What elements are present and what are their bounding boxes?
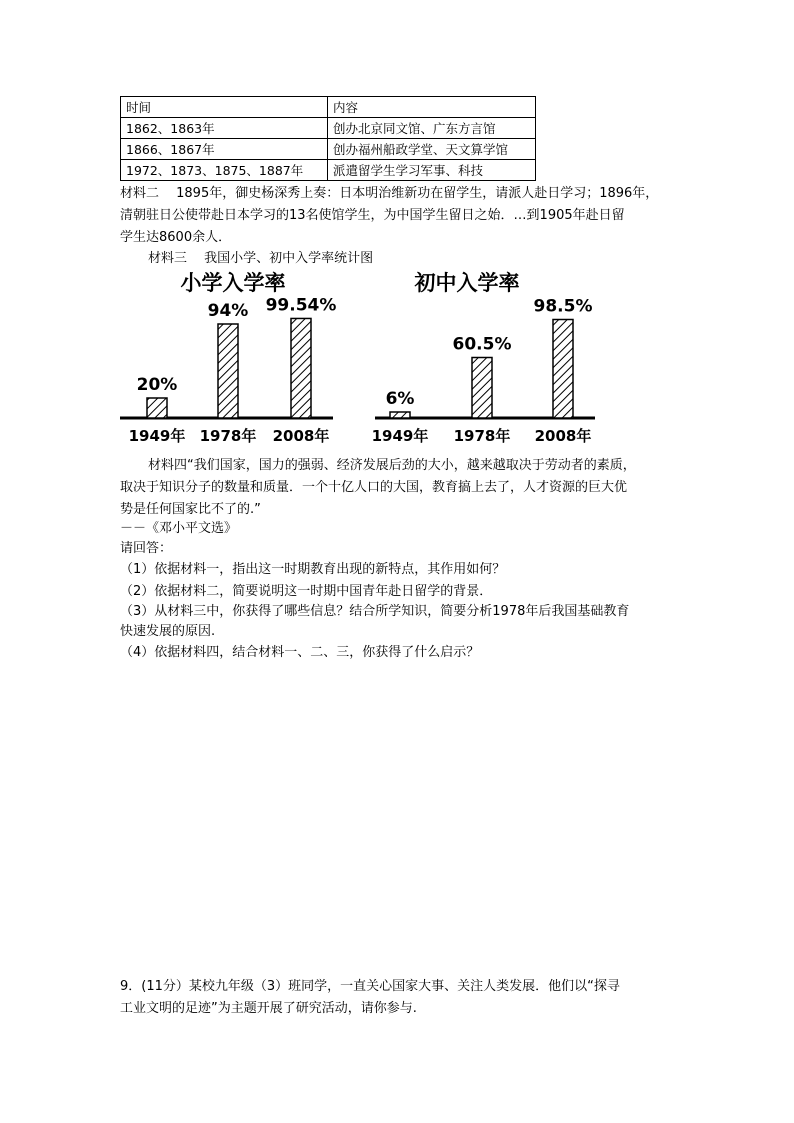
material2-line1: 材料二 1895年，御史杨深秀上奏：日本明治维新功在留学生，请派人赴日学习；1896年， [120, 186, 659, 201]
table-cell: 创办福州船政学堂、天文算学馆 [328, 139, 536, 160]
table-header-row [121, 97, 536, 118]
table-cell: 派遣留学生学习军事、科技 [328, 160, 536, 181]
chart-tick-label: 1978年 [453, 427, 511, 445]
chart-data-label: 60.5% [452, 334, 512, 355]
table-header-cell: 内容 [328, 97, 536, 118]
question9-line2: 工业文明的足迹”为主题开展了研究活动，请你参与. [120, 1001, 417, 1016]
chart-data-label: 98.5% [533, 296, 593, 317]
questions-prompt: 请回答： [120, 541, 173, 556]
table-cell: 1972、1873、1875、1887年 [121, 160, 328, 181]
chart-bar [553, 320, 573, 419]
table-header-cell: 时间 [121, 97, 328, 118]
table-row [121, 160, 536, 181]
question-2: （2）依据材料二，简要说明这一时期中国青年赴日留学的背景． [120, 584, 493, 599]
primary-enrollment-chart [120, 271, 336, 445]
question9-line1: 9．(11分）某校九年级（3）班同学，一直关心国家大事、关注人类发展．他们以“探寻 [120, 979, 620, 994]
chart-bar [147, 398, 167, 418]
question-1: （1）依据材料一，指出这一时期教育出现的新特点，其作用如何？ [120, 562, 506, 577]
material4-line3: 势是任何国家比不了的.” [120, 502, 261, 517]
chart-data-label: 6% [385, 389, 415, 409]
chart-data-label: 99.54% [265, 295, 337, 316]
chart-bar [291, 318, 311, 418]
chart-tick-label: 1949年 [371, 427, 429, 445]
material3-caption: 材料三 我国小学、初中入学率统计图 [148, 251, 374, 266]
question-4: （4）依据材料四，结合材料一、二、三，你获得了什么启示？ [120, 645, 480, 660]
material1-table [120, 96, 536, 181]
question-3-line1: （3）从材料三中，你获得了哪些信息？结合所学知识，简要分析1978年后我国基础教育 [120, 604, 630, 619]
question-3-line2: 快速发展的原因. [120, 624, 216, 639]
material4-source: －－《邓小平文选》 [120, 521, 238, 536]
chart-title: 初中入学率 [414, 271, 520, 295]
table-cell: 1866、1867年 [121, 139, 328, 160]
chart-tick-label: 2008年 [534, 427, 592, 445]
chart-bar [472, 358, 492, 419]
material2-line3: 学生达8600余人． [120, 230, 232, 245]
chart-title: 小学入学率 [180, 271, 286, 295]
chart-tick-label: 1978年 [199, 427, 257, 445]
enrollment-charts [115, 262, 605, 450]
material2-line2: 清朝驻日公使带赴日本学习的13名使馆学生，为中国学生留日之始．…到1905年赴日留 [120, 208, 625, 223]
chart-bar [390, 412, 410, 418]
material4-line2: 取决于知识分子的数量和质量．一个十亿人口的大国，教育搞上去了，人才资源的巨大优 [120, 480, 628, 495]
chart-tick-label: 2008年 [272, 427, 330, 445]
material4-line1: 材料四“我们国家，国力的强弱、经济发展后劲的大小，越来越取决于劳动者的素质， [148, 458, 636, 473]
table-cell: 创办北京同文馆、广东方言馆 [328, 118, 536, 139]
chart-data-label: 94% [207, 301, 249, 321]
table-row [121, 118, 536, 139]
junior-enrollment-chart [372, 271, 595, 445]
table-cell: 1862、1863年 [121, 118, 328, 139]
chart-bar [218, 324, 238, 418]
table-row [121, 139, 536, 160]
chart-tick-label: 1949年 [128, 427, 186, 445]
chart-data-label: 20% [136, 375, 178, 395]
